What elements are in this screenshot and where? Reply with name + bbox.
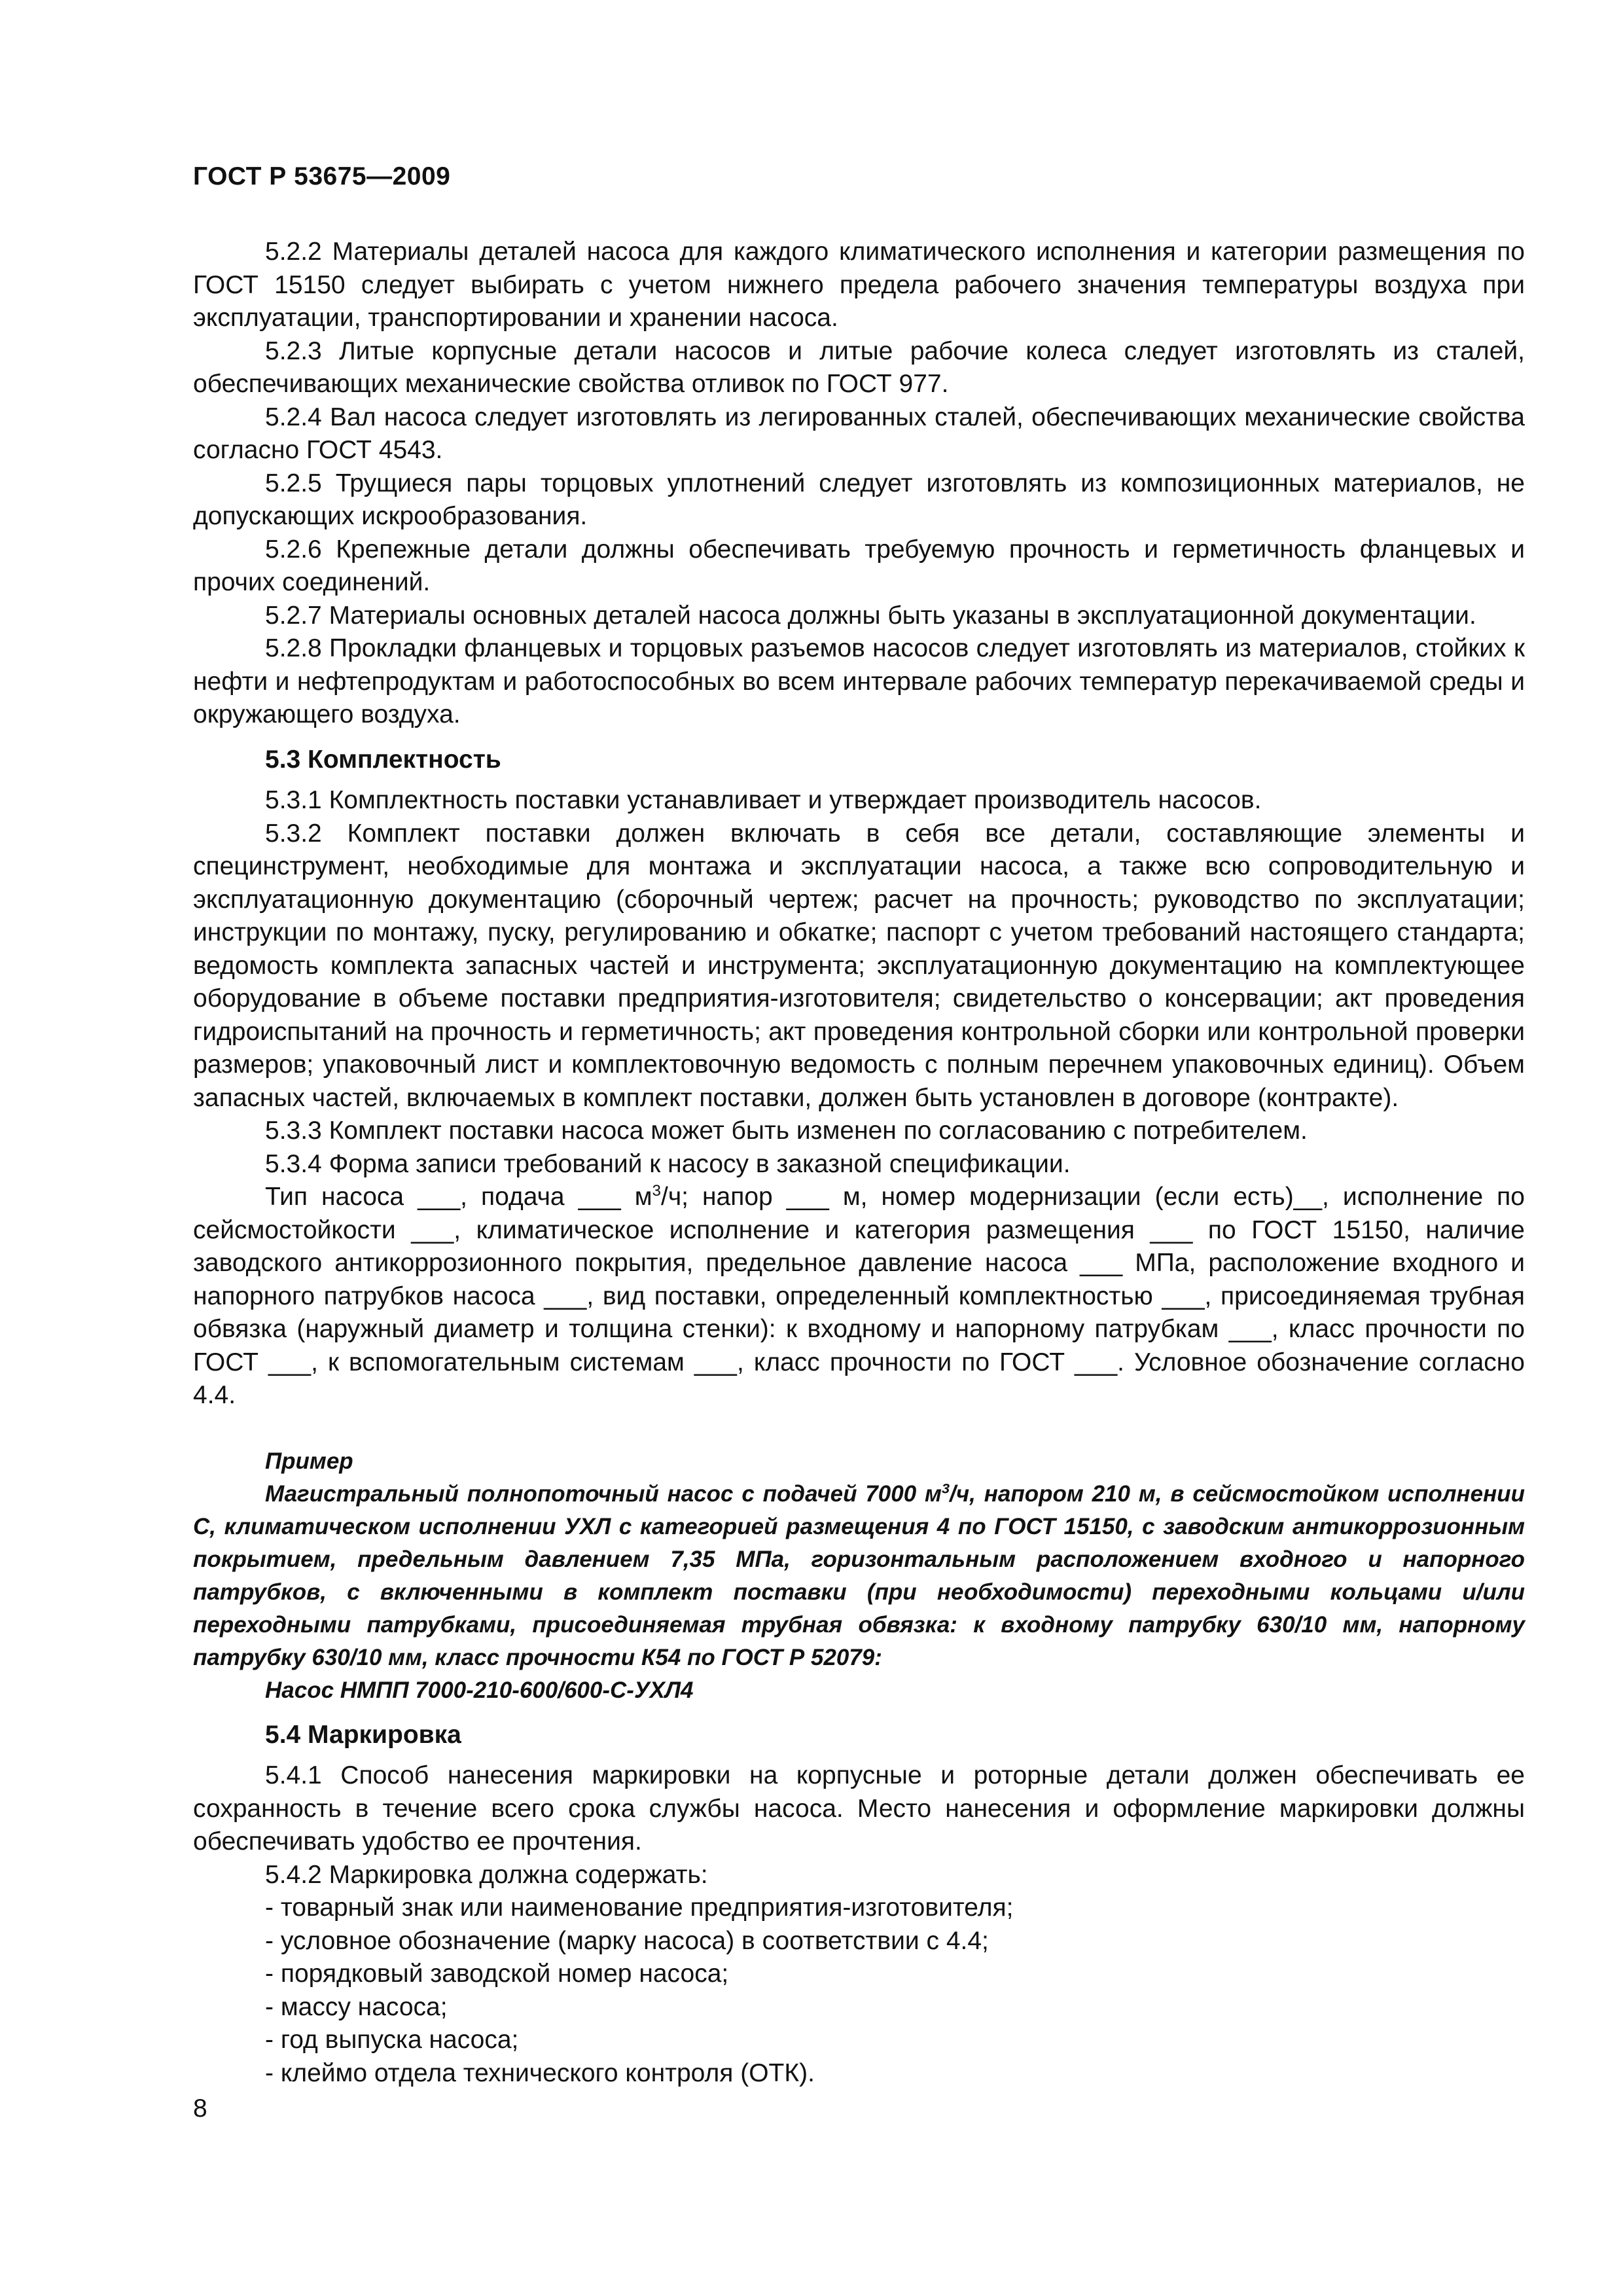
paragraph-5-2-7: 5.2.7 Материалы основных деталей насоса должны быть указаны в эксплуатационной документации.: [265, 601, 1476, 630]
paragraph-5-2-2: 5.2.2 Материалы деталей насоса для каждого климатического исполнения и категории размещения по ГОСТ 15150 следует выбирать с учетом нижнего предела рабочего значения температуры воздуха при эксплуатации, транспортировании и хранении насоса.: [193, 238, 1525, 332]
paragraph-5-2-3: 5.2.3 Литые корпусные детали насосов и литые рабочие колеса следует изготовлять из сталей, обеспечивающих механические свойства отливок по ГОСТ 977.: [193, 336, 1525, 398]
form-superscript: 3: [652, 1182, 661, 1200]
form-text-part-2: /ч; напор ___ м, номер модернизации (если есть)__, исполнение по сейсмостойкости ___, климатическое исполнение и категория размещения ___ по ГОСТ 15150, наличие заводского антикоррозионного покрытия, предельное давление насоса ___ МПа, расположение входного и напорного патрубков насоса ___, вид поставки, определенный комплектностью ___, присоединяемая трубная обвязка (наружный диаметр и толщина стенки): к входному и напорному патрубкам ___, класс прочности по ГОСТ ___, к вспомогательным системам ___, класс прочности по ГОСТ ___. Условное обозначение согласно 4.4.: [193, 1183, 1525, 1409]
paragraph-5-2-5: 5.2.5 Трущиеся пары торцовых уплотнений следует изготовлять из композиционных материалов, не допускающих искрообразования.: [193, 469, 1525, 530]
example-text-part-2: /ч, напором 210 м, в сейсмостойком исполнении С, климатическом исполнении УХЛ с категорией размещения 4 по ГОСТ 15150, с заводским антикоррозионным покрытием, предельным давлением 7,35 МПа, горизонтальным расположением входного и напорного патрубков, с включенными в комплект поставки (при необходимости) переходными кольцами и/или переходными патрубками, присоединяемая трубная обвязка: к входному патрубку 630/10 мм, напорному патрубку 630/10 мм, класс прочности К54 по ГОСТ Р 52079:: [193, 1480, 1525, 1670]
section-heading-marking: 5.4 Маркировка: [265, 1720, 461, 1749]
list-item: - товарный знак или наименование предприятия-изготовителя;: [265, 1892, 1525, 1925]
example-label: Пример: [265, 1448, 353, 1474]
list-item: - клеймо отдела технического контроля (ОТК).: [265, 2057, 1525, 2090]
list-item: - условное обозначение (марку насоса) в соответствии с 4.4;: [265, 1925, 1525, 1958]
list-item: - порядковый заводской номер насоса;: [265, 1958, 1525, 1991]
example-block: [193, 1445, 1525, 1707]
page-body: [193, 236, 1525, 2090]
paragraph-5-4-1: 5.4.1 Способ нанесения маркировки на корпусные и роторные детали должен обеспечивать ее сохранность в течение всего срока службы насоса. Место нанесения и оформление маркировки должны обеспечивать удобство ее прочтения.: [193, 1761, 1525, 1856]
paragraph-5-4-2: 5.4.2 Маркировка должна содержать:: [265, 1860, 708, 1889]
paragraph-5-2-4: 5.2.4 Вал насоса следует изготовлять из легированных сталей, обеспечивающих механические свойства согласно ГОСТ 4543.: [193, 403, 1525, 464]
document-code-header: ГОСТ Р 53675—2009: [193, 162, 451, 190]
specification-form-text: [193, 1181, 1525, 1412]
list-item: - год выпуска насоса;: [265, 2024, 1525, 2057]
example-text-part-1: Магистральный полнопоточный насос с подачей 7000 м: [265, 1480, 942, 1507]
marking-list: [193, 1892, 1525, 2090]
paragraph-5-3-4: 5.3.4 Форма записи требований к насосу в заказной спецификации.: [265, 1149, 1071, 1178]
example-superscript: 3: [941, 1479, 950, 1496]
example-designation: Насос НМПП 7000-210-600/600-С-УХЛ4: [265, 1677, 694, 1703]
paragraph-5-2-8: 5.2.8 Прокладки фланцевых и торцовых разъемов насосов следует изготовлять из материалов, стойких к нефти и нефтепродуктам и работоспособных во всем интервале рабочих температур перекачиваемой среды и окружающего воздуха.: [193, 634, 1525, 728]
paragraph-5-3-3: 5.3.3 Комплект поставки насоса может быть изменен по согласованию с потребителем.: [265, 1117, 1308, 1145]
page-number: 8: [193, 2094, 207, 2123]
list-item: - массу насоса;: [265, 1991, 1525, 2024]
paragraph-5-3-1: 5.3.1 Комплектность поставки устанавливает и утверждает производитель насосов.: [265, 786, 1262, 814]
example-text: [193, 1478, 1525, 1674]
section-heading-completeness: 5.3 Комплектность: [265, 745, 501, 774]
form-text-part-1: Тип насоса ___, подача ___ м: [265, 1183, 652, 1211]
paragraph-5-3-2: 5.3.2 Комплект поставки должен включать в себя все детали, составляющие элементы и специнструмент, необходимые для монтажа и эксплуатации насоса, а также всю сопроводительную и эксплуатационную документацию (сборочный чертеж; расчет на прочность; руководство по эксплуатации; инструкции по монтажу, пуску, регулированию и обкатке; паспорт с учетом требований настоящего стандарта; ведомость комплекта запасных частей и инструмента; эксплуатационную документацию на комплектующее оборудование в объеме поставки предприятия-изготовителя; свидетельство о консервации; акт проведения гидроиспытаний на прочность и герметичность; акт проведения контрольной сборки или контрольной проверки размеров; упаковочный лист и комплектовочную ведомость с полным перечнем упаковочных единиц). Объем запасных частей, включаемых в комплект поставки, должен быть установлен в договоре (контракте).: [193, 819, 1525, 1112]
paragraph-5-2-6: 5.2.6 Крепежные детали должны обеспечивать требуемую прочность и герметичность фланцевых и прочих соединений.: [193, 535, 1525, 596]
